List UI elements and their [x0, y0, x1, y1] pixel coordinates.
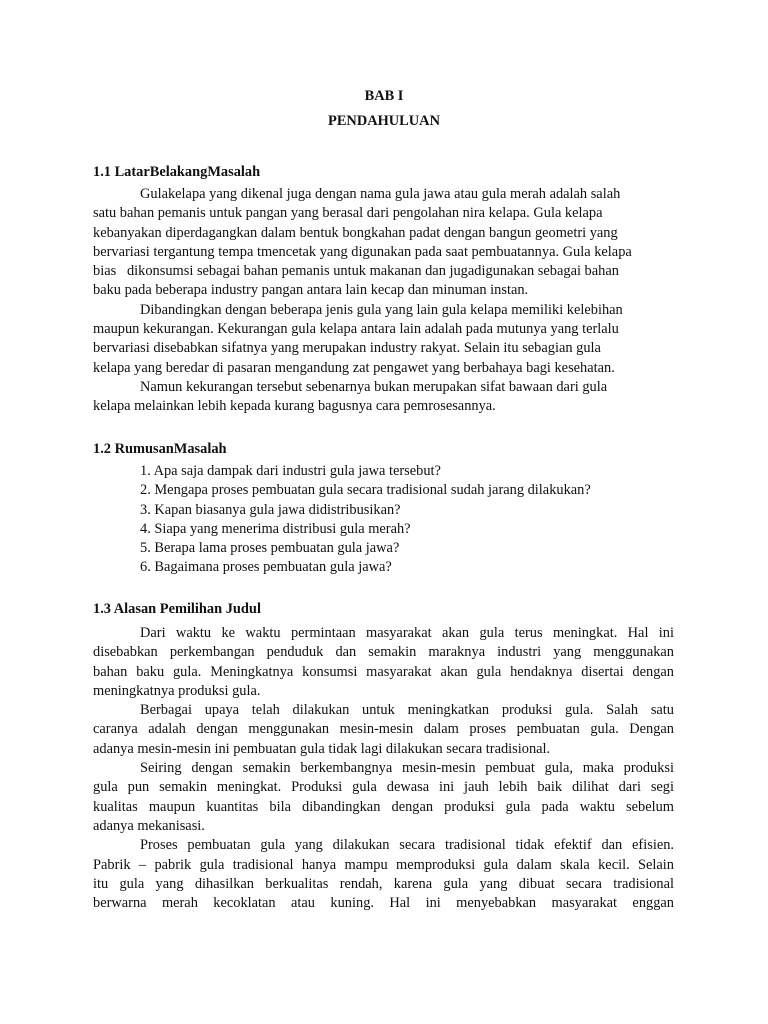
text-line: itu gula yang dihasilkan berkualitas rendah, karena gula yang dibuat secara tradisional	[93, 875, 674, 892]
text-line: berwarna merah kecoklatan atau kuning. Hal ini menyebabkan masyarakat enggan	[93, 895, 674, 912]
text-line: Dari waktu ke waktu permintaan masyarakat akan gula terus meningkat. Hal ini	[140, 625, 674, 641]
list-item: 1. Apa saja dampak dari industri gula jawa tersebut?	[140, 463, 441, 479]
text-line: adanya mesin-mesin ini pembuatan gula tidak lagi dilakukan secara tradisional.	[93, 740, 551, 757]
text-line: adanya mekanisasi.	[93, 817, 205, 834]
list-item: 6. Bagaimana proses pembuatan gula jawa?	[140, 559, 392, 576]
text-line: bias dikonsumsi sebagai bahan pemanis untuk makanan dan jugadigunakan sebagai bahan	[93, 263, 619, 280]
text-line: kebanyakan diperdagangkan dalam bentuk bongkahan padat dengan bangun geometri yang	[93, 224, 618, 241]
text-line: bervariasi disebabkan sifatnya yang merupakan industry rakyat. Selain itu sebagian gula	[93, 340, 601, 357]
text-line: Namun kekurangan tersebut sebenarnya bukan merupakan sifat bawaan dari gula	[140, 378, 608, 395]
paragraph	[93, 701, 674, 759]
text-line: kelapa melainkan lebih kepada kurang bagusnya cara pemrosesannya.	[93, 398, 496, 415]
list-item: 3. Kapan biasanya gula jawa didistribusikan?	[140, 501, 401, 518]
text-line: meningkatnya produksi gula.	[93, 682, 261, 699]
paragraph	[93, 185, 674, 301]
list-item: 5. Berapa lama proses pembuatan gula jawa?	[140, 540, 400, 557]
text-line: Proses pembuatan gula yang dilakukan secara tradisional tidak efektif dan efisien.	[140, 837, 674, 854]
text-line: disebabkan perkembangan penduduk dan semakin maraknya industri yang menggunakan	[93, 644, 674, 661]
text-line: kelapa yang beredar di pasaran mengandung zat pengawet yang berbahaya bagi kesehatan.	[93, 359, 615, 376]
text-line: satu bahan pemanis untuk pangan yang berasal dari pengolahan nira kelapa. Gula kelapa	[93, 205, 603, 222]
paragraph	[93, 759, 674, 836]
text-line: baku pada beberapa industry pangan antara lain kecap dan minuman instan.	[93, 282, 529, 299]
text-line: Dibandingkan dengan beberapa jenis gula yang lain gula kelapa memiliki kelebihan	[140, 301, 623, 318]
list-item: 4. Siapa yang menerima distribusi gula merah?	[140, 520, 411, 537]
chapter-number: BAB I	[364, 88, 404, 104]
text-line: Seiring dengan semakin berkembangnya mesin-mesin pembuat gula, maka produksi	[140, 760, 674, 777]
section-heading-rumusan-masalah: 1.2 RumusanMasalah	[93, 441, 227, 457]
paragraph	[93, 836, 674, 913]
text-line: maupun kekurangan. Kekurangan gula kelapa antara lain adalah pada mutunya yang terlalu	[93, 321, 619, 338]
text-line: Berbagai upaya telah dilakukan untuk meningkatkan produksi gula. Salah satu	[140, 702, 674, 719]
section-heading-latar-belakang: 1.1 LatarBelakangMasalah	[93, 164, 261, 180]
section-body-alasan-pemilihan-judul	[93, 624, 674, 913]
text-line: bahan baku gula. Meningkatnya konsumsi masyarakat akan gula hendaknya disertai dengan	[93, 663, 674, 680]
text-line: bervariasi tergantung tempa tmencetak yang digunakan pada saat pembuatannya. Gula kelapa	[93, 243, 632, 260]
problem-list	[140, 462, 591, 578]
paragraph	[93, 624, 674, 701]
text-line: Pabrik – pabrik gula tradisional hanya mampu memproduksi gula dalam skala kecil. Selain	[93, 856, 674, 873]
section-body-latar-belakang	[93, 185, 674, 417]
paragraph	[93, 301, 674, 378]
section-heading-alasan-pemilihan-judul: 1.3 Alasan Pemilihan Judul	[93, 601, 261, 617]
chapter-title: PENDAHULUAN	[328, 113, 440, 129]
paragraph	[93, 378, 674, 417]
text-line: kualitas maupun kuantitas bila dibandingkan dengan produksi gula pada waktu sebelum	[93, 798, 674, 815]
text-line: Gulakelapa yang dikenal juga dengan nama gula jawa atau gula merah adalah salah	[140, 186, 621, 202]
text-line: caranya adalah dengan menggunakan mesin-mesin dalam proses pembuatan gula. Dengan	[93, 721, 674, 738]
text-line: gula pun semakin meningkat. Produksi gula dewasa ini jauh lebih baik dilihat dari segi	[93, 779, 674, 796]
list-item: 2. Mengapa proses pembuatan gula secara tradisional sudah jarang dilakukan?	[140, 482, 591, 499]
